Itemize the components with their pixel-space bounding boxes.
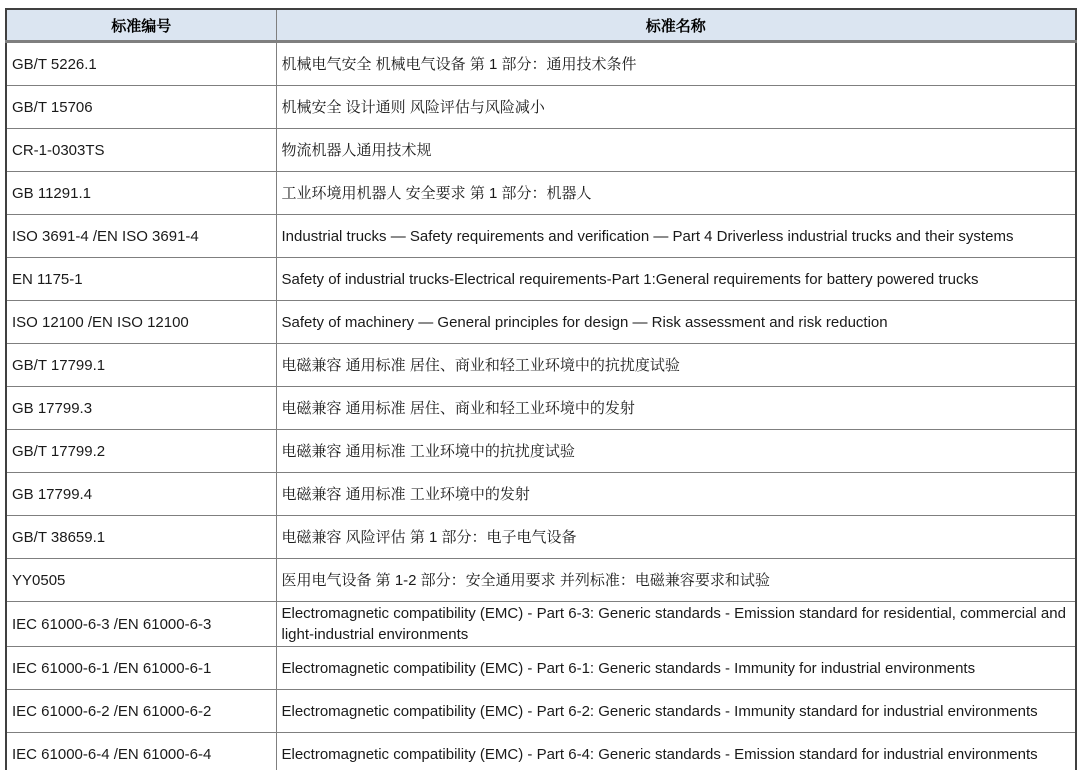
table-row	[6, 559, 1076, 602]
table-row	[6, 387, 1076, 430]
standard-name-cell: Industrial trucks — Safety requirements and verification — Part 4 Driverless industrial trucks and their systems	[276, 215, 1076, 258]
standard-name-cell: 电磁兼容 通用标准 工业环境中的抗扰度试验	[276, 430, 1076, 473]
table-row	[6, 430, 1076, 473]
table-header-row	[6, 9, 1076, 42]
table-row	[6, 647, 1076, 690]
standard-name-cell: 机械电气安全 机械电气设备 第 1 部分：通用技术条件	[276, 42, 1076, 86]
standards-table	[5, 8, 1077, 770]
table-row	[6, 602, 1076, 647]
table-row	[6, 172, 1076, 215]
standard-name-cell: Electromagnetic compatibility (EMC) - Part 6-3: Generic standards - Emission standard for residential, commercial and light-industrial environments	[276, 602, 1076, 647]
standard-code-cell: GB 17799.3	[6, 387, 276, 430]
standard-code-cell: ISO 3691-4 /EN ISO 3691-4	[6, 215, 276, 258]
table-row	[6, 733, 1076, 770]
table-row	[6, 301, 1076, 344]
standard-name-cell: 医用电气设备 第 1-2 部分：安全通用要求 并列标准：电磁兼容要求和试验	[276, 559, 1076, 602]
table-row	[6, 690, 1076, 733]
standard-name-cell: Electromagnetic compatibility (EMC) - Part 6-4: Generic standards - Emission standard for industrial environments	[276, 733, 1076, 770]
table-row	[6, 516, 1076, 559]
standard-code-cell: CR-1-0303TS	[6, 129, 276, 172]
standard-name-cell: 电磁兼容 通用标准 居住、商业和轻工业环境中的抗扰度试验	[276, 344, 1076, 387]
standard-name-cell: 工业环境用机器人 安全要求 第 1 部分：机器人	[276, 172, 1076, 215]
table-row	[6, 42, 1076, 86]
standard-code-cell: GB/T 38659.1	[6, 516, 276, 559]
standard-name-cell: 物流机器人通用技术规	[276, 129, 1076, 172]
standard-code-cell: EN 1175-1	[6, 258, 276, 301]
standard-code-cell: IEC 61000-6-1 /EN 61000-6-1	[6, 647, 276, 690]
standard-code-cell: ISO 12100 /EN ISO 12100	[6, 301, 276, 344]
table-row	[6, 129, 1076, 172]
header-cell-code: 标准编号	[6, 9, 276, 42]
table-row	[6, 215, 1076, 258]
table-row	[6, 473, 1076, 516]
standard-name-cell: 电磁兼容 风险评估 第 1 部分：电子电气设备	[276, 516, 1076, 559]
standard-code-cell: GB/T 17799.2	[6, 430, 276, 473]
standard-name-cell: Safety of machinery — General principles for design — Risk assessment and risk reduction	[276, 301, 1076, 344]
table-row	[6, 258, 1076, 301]
standard-code-cell: IEC 61000-6-3 /EN 61000-6-3	[6, 602, 276, 647]
standard-code-cell: GB 17799.4	[6, 473, 276, 516]
standard-code-cell: GB/T 5226.1	[6, 42, 276, 86]
standard-code-cell: GB/T 17799.1	[6, 344, 276, 387]
header-cell-name: 标准名称	[276, 9, 1076, 42]
table-row	[6, 86, 1076, 129]
standard-code-cell: YY0505	[6, 559, 276, 602]
standard-name-cell: Safety of industrial trucks-Electrical requirements-Part 1:General requirements for battery powered trucks	[276, 258, 1076, 301]
standard-code-cell: GB 11291.1	[6, 172, 276, 215]
standard-code-cell: IEC 61000-6-4 /EN 61000-6-4	[6, 733, 276, 770]
standard-name-cell: Electromagnetic compatibility (EMC) - Part 6-1: Generic standards - Immunity for industrial environments	[276, 647, 1076, 690]
table-row	[6, 344, 1076, 387]
standard-name-cell: 电磁兼容 通用标准 工业环境中的发射	[276, 473, 1076, 516]
standard-name-cell: 机械安全 设计通则 风险评估与风险减小	[276, 86, 1076, 129]
standard-name-cell: Electromagnetic compatibility (EMC) - Part 6-2: Generic standards - Immunity standard for industrial environments	[276, 690, 1076, 733]
standard-code-cell: IEC 61000-6-2 /EN 61000-6-2	[6, 690, 276, 733]
standard-name-cell: 电磁兼容 通用标准 居住、商业和轻工业环境中的发射	[276, 387, 1076, 430]
standard-code-cell: GB/T 15706	[6, 86, 276, 129]
